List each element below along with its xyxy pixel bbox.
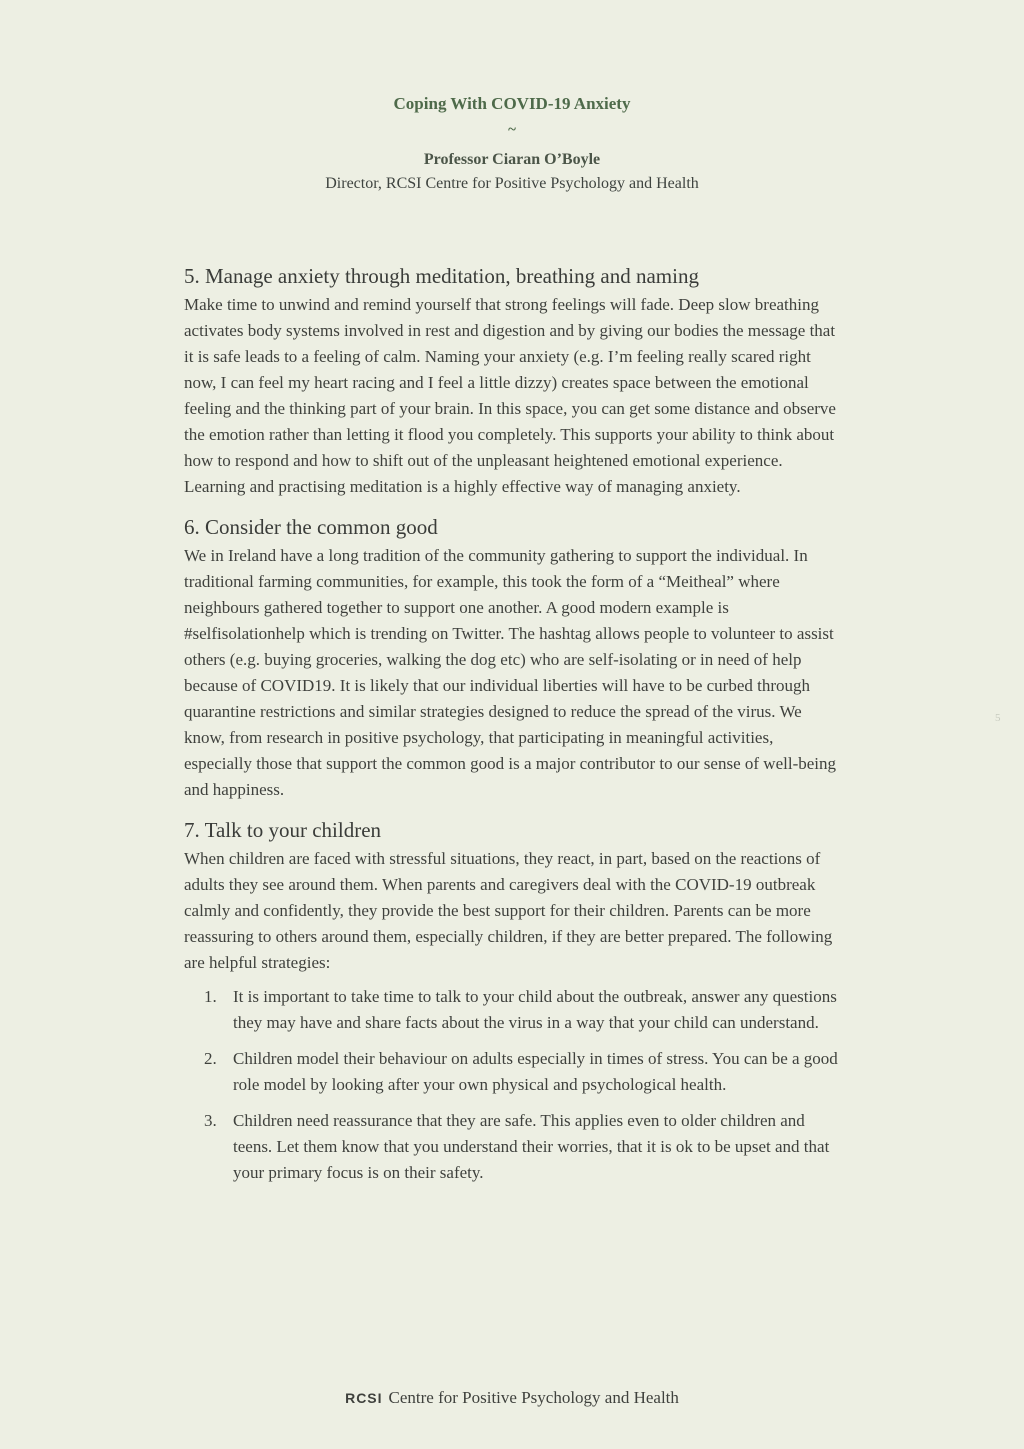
page-number: 5	[995, 712, 1001, 724]
footer-brand-logo: RCSI	[345, 1390, 383, 1406]
section-body: When children are faced with stressful situations, they react, in part, based on the reactions of adults they see around them. When parents and caregivers deal with the COVID-19 outbreak calmly and confidently, they provide the best support for their children. Parents can be more reassuring to others around them, especially children, if they are better prepared. The following are helpful strategies:	[184, 849, 833, 972]
section-heading: 7. Talk to your children	[184, 818, 382, 842]
section-heading: 6. Consider the common good	[184, 515, 438, 539]
main-content	[184, 262, 840, 1199]
list-item	[184, 1046, 840, 1098]
list-item-text: Children need reassurance that they are safe. This applies even to older children and teens. Let them know that you understand their worries, that it is ok to be upset and that your primary focus is on their safety.	[233, 1111, 830, 1182]
list-item	[184, 984, 840, 1036]
section-heading: 5. Manage anxiety through meditation, breathing and naming	[184, 264, 699, 288]
list-item-text: It is important to take time to talk to your child about the outbreak, answer any questions they may have and share facts about the virus in a way that your child can understand.	[233, 987, 837, 1032]
list-item-number: 3.	[204, 1111, 217, 1130]
section-body: Make time to unwind and remind yourself that strong feelings will fade. Deep slow breathing activates body systems involved in rest and digestion and by giving our bodies the message that it is safe leads to a feeling of calm. Naming your anxiety (e.g. I’m feeling really scared right now, I can feel my heart racing and I feel a little dizzy) creates space between the emotional feeling and the thinking part of your brain. In this space, you can get some distance and observe the emotion rather than letting it flood you completely. This supports your ability to think about how to respond and how to shift out of the unpleasant heightened emotional experience. Learning and practising meditation is a highly effective way of managing anxiety.	[184, 295, 836, 496]
list-item-number: 1.	[204, 987, 217, 1006]
list-item-number: 2.	[204, 1049, 217, 1068]
author-affiliation: Director, RCSI Centre for Positive Psychology and Health	[325, 175, 699, 192]
list-item-text: Children model their behaviour on adults especially in times of stress. You can be a good role model by looking after your own physical and psychological health.	[233, 1049, 838, 1094]
list-item	[184, 1108, 840, 1186]
document-title: Coping With COVID-19 Anxiety	[393, 94, 631, 113]
section-children	[184, 816, 840, 1186]
section-meditation	[184, 262, 840, 500]
footer-text: Centre for Positive Psychology and Health	[388, 1388, 679, 1407]
section-body: We in Ireland have a long tradition of the community gathering to support the individual. In traditional farming communities, for example, this took the form of a “Meitheal” where neighbours gathered together to support one another. A good modern example is #selfisolationhelp which is trending on Twitter. The hashtag allows people to volunteer to assist others (e.g. buying groceries, walking the dog etc) who are self-isolating or in need of help because of COVID19. It is likely that our individual liberties will have to be curbed through quarantine restrictions and similar strategies designed to reduce the spread of the virus. We know, from research in positive psychology, that participating in meaningful activities, especially those that support the common good is a major contributor to our sense of well-being and happiness.	[184, 546, 836, 799]
document-header	[0, 92, 1024, 196]
strategy-list	[184, 984, 840, 1186]
section-common-good	[184, 513, 840, 803]
title-separator: ~	[508, 122, 516, 138]
page-footer	[0, 1388, 1024, 1408]
author-name: Professor Ciaran O’Boyle	[423, 151, 601, 168]
